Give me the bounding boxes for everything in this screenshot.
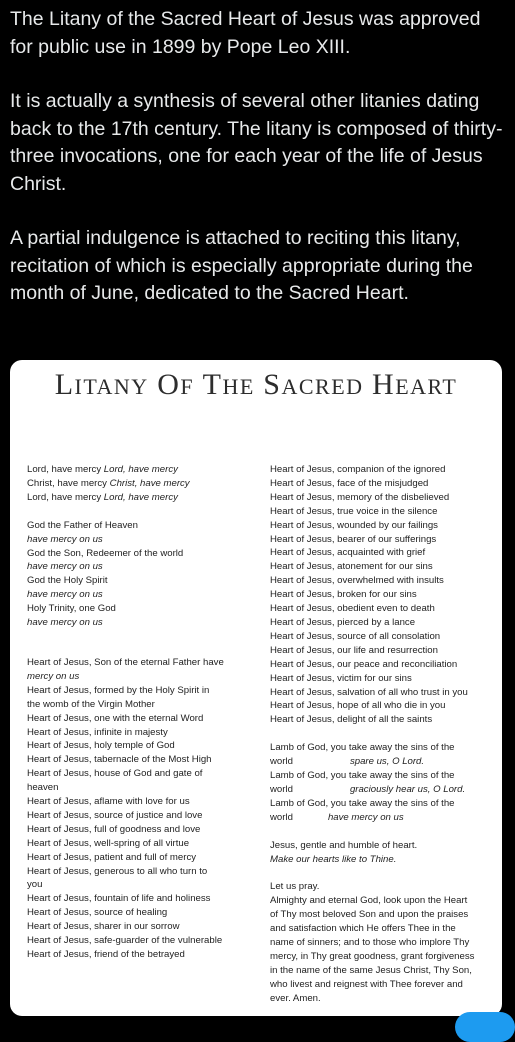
- heart-invocation: Heart of Jesus, holy temple of God: [27, 740, 175, 752]
- heart-invocation: Heart of Jesus, source of healing: [27, 907, 168, 919]
- floating-action-button[interactable]: [455, 1012, 515, 1042]
- heart-invocation: Heart of Jesus, acquainted with grief: [270, 547, 426, 559]
- trinity-invocation: God the Father of Heaven: [27, 519, 138, 531]
- heart-invocation: the womb of the Virgin Mother: [27, 698, 155, 710]
- prayer-line: and satisfaction which He offers Thee in the: [270, 923, 456, 935]
- heart-invocation: heaven: [27, 782, 59, 794]
- heart-invocation: Heart of Jesus, friend of the betrayed: [27, 949, 185, 960]
- heart-invocation: Heart of Jesus, house of God and gate of: [27, 768, 203, 780]
- post-text: [10, 6, 506, 308]
- agnus-response: world spare us, O Lord.: [270, 756, 425, 768]
- heart-invocation: Heart of Jesus, true voice in the silence: [270, 505, 438, 517]
- heart-invocation: Heart of Jesus, source of justice and love: [27, 809, 203, 821]
- versicle: Jesus, gentle and humble of heart.: [270, 839, 418, 851]
- prayer-line: who livest and reignest with Thee forever and: [270, 978, 463, 990]
- prayer-line: name of sinners; and to those who implore Thy: [270, 937, 470, 949]
- kyrie-line: Lord, have mercy Lord, have mercy: [27, 464, 178, 475]
- heart-invocation: Heart of Jesus, tabernacle of the Most High: [27, 754, 212, 766]
- heart-invocation: Heart of Jesus, broken for our sins: [270, 589, 417, 601]
- heart-invocation: Heart of Jesus, overwhelmed with insults: [270, 575, 444, 587]
- heart-invocation: Heart of Jesus, memory of the disbelieved: [270, 491, 450, 503]
- heart-invocation: you: [27, 879, 43, 891]
- post-paragraph-2: It is actually a synthesis of several other litanies dating back to the 17th century. The litany is composed of thirty-three invocations, one for each year of the life of Jesus Christ.: [10, 90, 503, 195]
- heart-invocation: Heart of Jesus, atonement for our sins: [270, 561, 433, 573]
- agnus-line: Lamb of God, you take away the sins of the: [270, 742, 455, 754]
- heart-invocation: Heart of Jesus, our life and resurrection: [270, 644, 438, 656]
- heart-invocation: Heart of Jesus, safe-guarder of the vulnerable: [27, 935, 223, 947]
- heart-invocation: Heart of Jesus, well-spring of all virtue: [27, 837, 190, 849]
- post-paragraph-3: A partial indulgence is attached to reciting this litany, recitation of which is especially appropriate during the month of June, dedicated to the Sacred Heart.: [10, 227, 473, 304]
- heart-invocation: Heart of Jesus, source of all consolation: [270, 630, 441, 642]
- heart-response: mercy on us: [27, 670, 80, 682]
- heart-invocation: Heart of Jesus, one with the eternal Word: [27, 712, 204, 724]
- litany-left-column: [27, 463, 252, 962]
- closing-prayer: [270, 894, 492, 1005]
- heart-invocation: Heart of Jesus, fountain of life and holiness: [27, 893, 211, 905]
- heart-invocation: Heart of Jesus, our peace and reconciliation: [270, 658, 458, 670]
- heart-invocation: Heart of Jesus, sharer in our sorrow: [27, 921, 180, 933]
- litany-title-text: LITANY OF THE SACRED HEART: [54, 368, 458, 401]
- agnus-line: Lamb of God, you take away the sins of the: [270, 797, 455, 809]
- heart-invocation: Heart of Jesus, formed by the Holy Spirit in: [27, 684, 210, 696]
- heart-invocation: Heart of Jesus, delight of all the saints: [270, 714, 433, 726]
- litany-title: [10, 368, 502, 402]
- heart-invocation: Heart of Jesus, Son of the eternal Father have: [27, 656, 224, 668]
- heart-invocation: Heart of Jesus, pierced by a lance: [270, 616, 416, 628]
- heart-invocation: Heart of Jesus, companion of the ignored: [270, 464, 446, 475]
- kyrie-line: Christ, have mercy Christ, have mercy: [27, 477, 190, 489]
- trinity-response: have mercy on us: [27, 533, 103, 545]
- trinity-invocation: God the Holy Spirit: [27, 575, 108, 587]
- right-invocations-list: [270, 463, 492, 727]
- heart-invocation: Heart of Jesus, salvation of all who trust in you: [270, 686, 468, 698]
- versicle-response: Make our hearts like to Thine.: [270, 853, 397, 865]
- prayer-intro: Let us pray.: [270, 881, 320, 893]
- heart-invocation: Heart of Jesus, victim for our sins: [270, 672, 412, 684]
- heart-invocation: Heart of Jesus, hope of all who die in you: [270, 700, 446, 712]
- kyrie-line: Lord, have mercy Lord, have mercy: [27, 491, 178, 503]
- prayer-line: of Thy most beloved Son and upon the praises: [270, 909, 469, 921]
- heart-invocation: Heart of Jesus, aflame with love for us: [27, 796, 190, 808]
- heart-invocation: Heart of Jesus, patient and full of mercy: [27, 851, 197, 863]
- agnus-response: world have mercy on us: [270, 811, 404, 823]
- heart-invocation: Heart of Jesus, bearer of our sufferings: [270, 533, 437, 545]
- left-invocations-list: [27, 684, 252, 962]
- post-paragraph-1: The Litany of the Sacred Heart of Jesus was approved for public use in 1899 by Pope Leo XIII.: [10, 8, 481, 58]
- prayer-line: ever. Amen.: [270, 992, 321, 1004]
- trinity-invocation: Holy Trinity, one God: [27, 603, 116, 615]
- heart-invocation: Heart of Jesus, face of the misjudged: [270, 477, 429, 489]
- heart-invocation: Heart of Jesus, full of goodness and love: [27, 823, 201, 835]
- prayer-line: Almighty and eternal God, look upon the Heart: [270, 895, 468, 907]
- heart-invocation: Heart of Jesus, infinite in majesty: [27, 726, 168, 738]
- agnus-line: Lamb of God, you take away the sins of the: [270, 770, 455, 782]
- litany-right-column: [270, 463, 492, 1006]
- heart-invocation: Heart of Jesus, wounded by our failings: [270, 519, 438, 531]
- trinity-response: have mercy on us: [27, 561, 103, 573]
- prayer-line: in the name of the same Jesus Christ, Thy Son,: [270, 964, 472, 976]
- heart-invocation: Heart of Jesus, generous to all who turn to: [27, 865, 208, 877]
- agnus-response: world graciously hear us, O Lord.: [270, 783, 466, 795]
- heart-invocation: Heart of Jesus, obedient even to death: [270, 603, 435, 615]
- trinity-response: have mercy on us: [27, 589, 103, 601]
- trinity-invocation: God the Son, Redeemer of the world: [27, 547, 184, 559]
- litany-image[interactable]: [10, 360, 502, 1016]
- prayer-line: mercy, in Thy great goodness, grant forgiveness: [270, 951, 475, 962]
- trinity-response: have mercy on us: [27, 617, 103, 629]
